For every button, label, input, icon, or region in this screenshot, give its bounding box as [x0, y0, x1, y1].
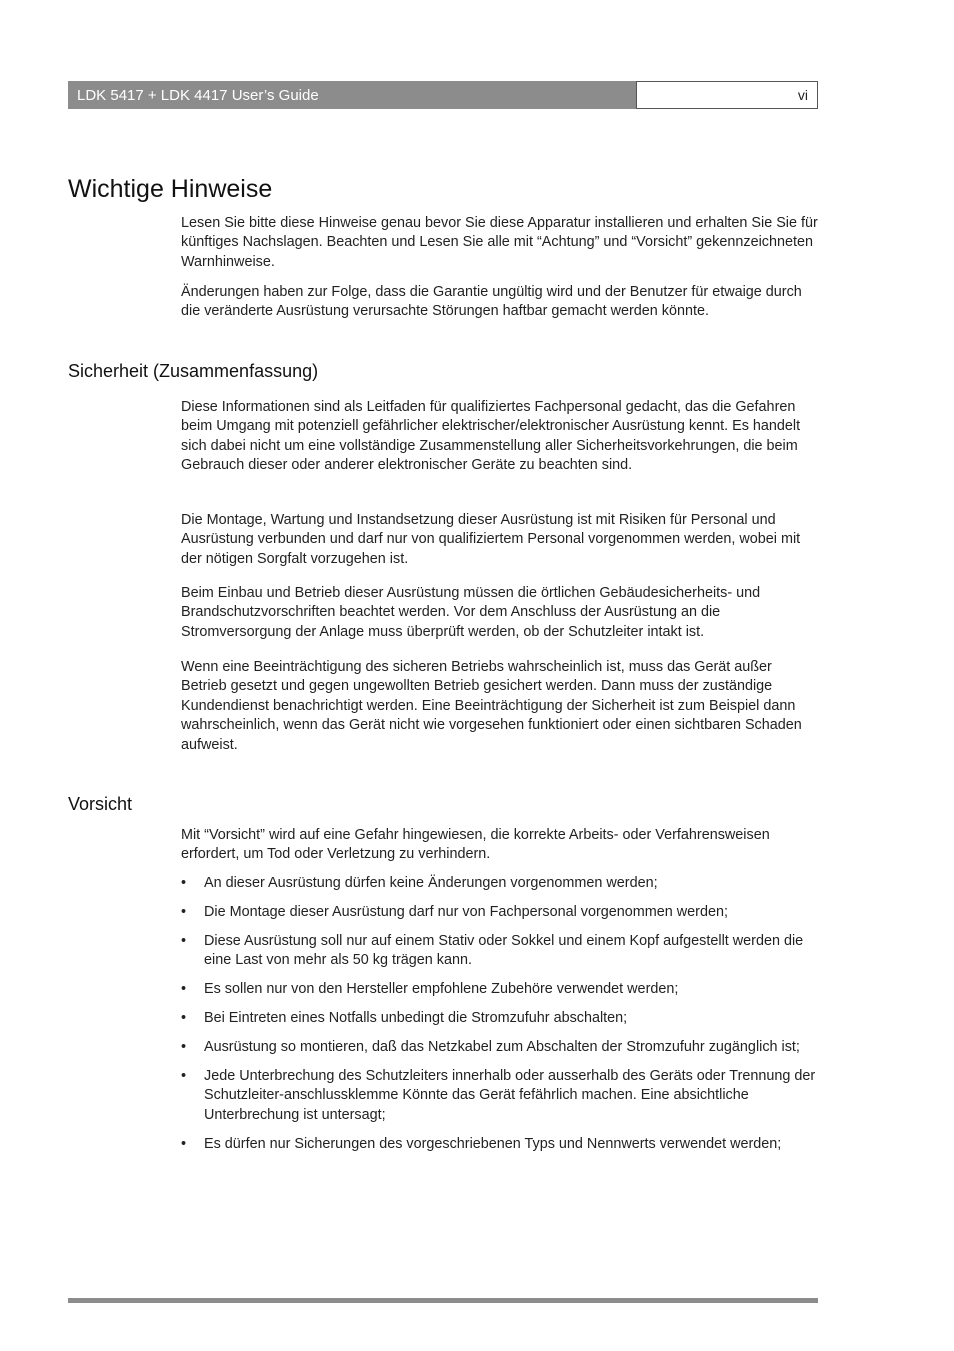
caution-list [181, 874, 821, 1163]
list-item [181, 1135, 821, 1154]
paragraph: Änderungen haben zur Folge, dass die Garantie ungültig wird und der Benutzer für etwaige durch die veränderte Ausrüstung verursachte Störungen haftbar gemacht werden könnte. [181, 284, 802, 320]
list-item-text: Die Montage dieser Ausrüstung darf nur von Fachpersonal vorgenommen werden; [204, 903, 728, 920]
section-title-safety-summary: Sicherheit (Zusammenfassung) [68, 361, 319, 381]
list-item [181, 932, 821, 971]
bullet-symbol: • [181, 1135, 187, 1152]
page-number-box [636, 81, 818, 109]
paragraph: Lesen Sie bitte diese Hinweise genau bevor Sie diese Apparatur installieren und erhalten Sie Sie für künftiges Nachslagen. Beachten und Lesen Sie alle mit “Achtung” und “Vorsicht” gekennzeichneten Warnhinweise. [181, 215, 818, 270]
list-item [181, 980, 821, 999]
paragraph: Mit “Vorsicht” wird auf eine Gefahr hingewiesen, die korrekte Arbeits- oder Verfahrensweisen erfordert, um Tod oder Verletzung zu verhindern. [181, 827, 770, 863]
list-item [181, 874, 821, 893]
bullet-symbol: • [181, 1067, 187, 1084]
bullet-symbol: • [181, 1010, 187, 1027]
paragraph: Beim Einbau und Betrieb dieser Ausrüstung müssen die örtlichen Gebäudesicherheits- und Brandschutzvorschriften beachtet werden. Vor dem Anschluss der Ausrüstung an die Stromversorgung der Anlage muss überprüft werden, ob der Schutzleiter intakt ist. [181, 585, 761, 640]
page-number: vi [797, 87, 808, 103]
list-item-text: Es sollen nur von den Hersteller empfohlene Zubehöre verwendet werden; [204, 981, 679, 998]
paragraph: Diese Informationen sind als Leitfaden für qualifiziertes Fachpersonal gedacht, das die Gefahren beim Umgang mit potenziell gefährlicher elektrischer/elektronischer Ausrüstung kennt. Es handelt sich dabei nicht um eine vollständige Zusammenstellung aller Sicherheitsvorkehrungen, die beim Gebrauch dieser oder anderer elektronischer Geräte zu beachten sind. [181, 399, 801, 474]
list-item-text: Ausrüstung so montieren, daß das Netzkabel zum Abschalten der Stromzufuhr zugänglich ist; [204, 1038, 800, 1055]
bullet-symbol: • [181, 903, 187, 920]
bullet-symbol: • [181, 875, 187, 891]
bullet-symbol: • [181, 932, 187, 949]
section-title-caution: Vorsicht [68, 794, 133, 814]
section-title-important-notes: Wichtige Hinweise [68, 175, 273, 203]
paragraph: Die Montage, Wartung und Instandsetzung dieser Ausrüstung ist mit Risiken für Personal und Ausrüstung verbunden und darf nur von qualifiziertem Personal vorgenommen werden, wobei mit der nötigen Sorgfalt vorzugehen ist. [181, 512, 801, 567]
document-title: LDK 5417 + LDK 4417 User’s Guide [77, 87, 319, 104]
list-item [181, 903, 821, 922]
list-item-text: Jede Unterbrechung des Schutzleiters innerhalb oder ausserhalb des Geräts oder Trennung der Schutzleiter-anschlussklemme Könnte das Gerät fefährlich machen. Eine absichtliche Unterbrechung ist untersagt; [204, 1067, 816, 1123]
header-bar [68, 81, 636, 109]
list-item [181, 1067, 821, 1125]
list-item-text: Diese Ausrüstung soll nur auf einem Stativ oder Sokkel und einem Kopf aufgestellt werden die eine Last von mehr als 50 kg trägen kann. [204, 932, 804, 969]
bullet-symbol: • [181, 981, 187, 998]
list-item-text: Bei Eintreten eines Notfalls unbedingt die Stromzufuhr abschalten; [204, 1010, 628, 1027]
bullet-symbol: • [181, 1038, 187, 1055]
list-item [181, 1009, 821, 1028]
list-item-text: An dieser Ausrüstung dürfen keine Änderungen vorgenommen werden; [204, 875, 658, 891]
list-item-text: Es dürfen nur Sicherungen des vorgeschriebenen Typs und Nennwerts verwendet werden; [204, 1135, 782, 1152]
footer-rule [68, 1298, 818, 1303]
list-item [181, 1038, 821, 1057]
paragraph: Wenn eine Beeinträchtigung des sicheren Betriebs wahrscheinlich ist, muss das Gerät außer Betrieb gesetzt und gegen ungewollten Betrieb gesichert werden. Dann muss der zuständige Kundendienst benachrichtigt werden. Eine Beeinträchtigung der Sicherheit ist zum Beispiel dann wahrscheinlich, wenn das Gerät nicht wie vorgesehen funktioniert oder einen sichtbaren Schaden aufweist. [181, 659, 802, 753]
